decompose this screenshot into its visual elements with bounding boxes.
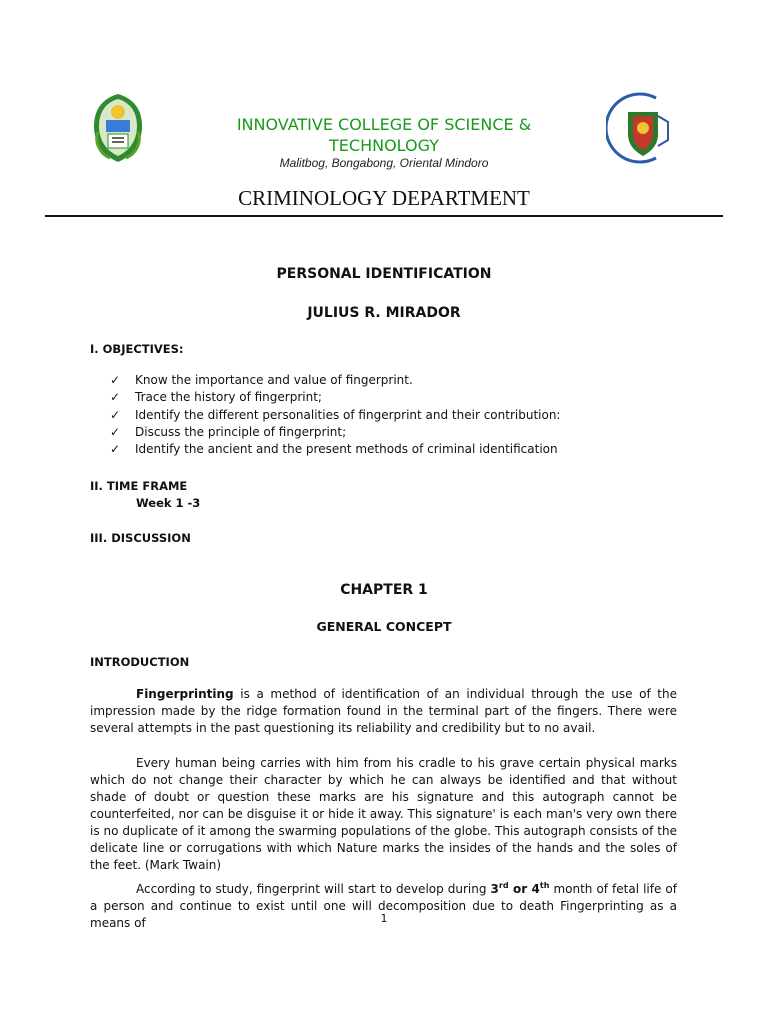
checkmark-icon: ✓ — [110, 390, 121, 405]
introduction-heading: INTRODUCTION — [90, 655, 190, 669]
paragraph-fetal-development: According to study, fingerprint will start to develop during 3rd or 4th month of fetal life of a person and continue to exist until one will decomposition due to death Fingerprinting as a means of — [90, 881, 677, 930]
checkmark-icon: ✓ — [110, 424, 121, 439]
author-name: JULIUS R. MIRADOR — [307, 305, 461, 321]
checkmark-icon: ✓ — [110, 407, 121, 422]
objectives-list — [110, 372, 560, 458]
chapter-subtitle: GENERAL CONCEPT — [316, 619, 452, 634]
list-item: ✓ Identify the different personalities of fingerprint and their contribution: — [110, 407, 560, 424]
department-seal-logo — [606, 92, 680, 164]
college-seal-logo — [92, 92, 144, 164]
list-item: ✓ Identify the ancient and the present methods of criminal identification — [110, 441, 560, 458]
paragraph-fingerprinting: Fingerprinting is a method of identification of an individual through the use of the impression made by the ridge formation found in the terminal part of the fingers. There were several attempts in the past questioning its reliability and credibility but to no avail. — [90, 687, 677, 735]
list-item: ✓ Know the importance and value of fingerprint. — [110, 372, 560, 389]
chapter-title: CHAPTER 1 — [340, 582, 428, 598]
list-item: ✓ Trace the history of fingerprint; — [110, 389, 560, 406]
college-name: INNOVATIVE COLLEGE OF SCIENCE & TECHNOLOGY — [236, 115, 532, 155]
objectives-heading: I. OBJECTIVES: — [90, 342, 184, 356]
discussion-heading: III. DISCUSSION — [90, 531, 191, 545]
college-address: Malitbog, Bongabong, Oriental Mindoro — [279, 156, 489, 170]
time-frame-heading: II. TIME FRAME — [90, 479, 188, 493]
department-title: CRIMINOLOGY DEPARTMENT — [238, 186, 530, 210]
paragraph-mark-twain: Every human being carries with him from his cradle to his grave certain physical marks which do not change their character by which he can always be identified and that without shade of doubt or question these marks are his signature and this autograph cannot be counterfeited, nor can be disguise it or hide it away. This signature' is each man's very own there is no duplicate of it among the swarming populations of the globe. This autograph consists of the delicate line or corrugations with which Nature marks the insides of the hands and the soles of the feet. (Mark Twain) — [90, 756, 677, 872]
page-number: 1 — [380, 912, 388, 925]
document-title: PERSONAL IDENTIFICATION — [276, 266, 492, 282]
header-divider — [45, 215, 723, 217]
checkmark-icon: ✓ — [110, 373, 121, 387]
list-item: ✓ Discuss the principle of fingerprint; — [110, 424, 560, 441]
checkmark-icon: ✓ — [110, 442, 121, 457]
time-frame-value: Week 1 -3 — [136, 496, 201, 510]
